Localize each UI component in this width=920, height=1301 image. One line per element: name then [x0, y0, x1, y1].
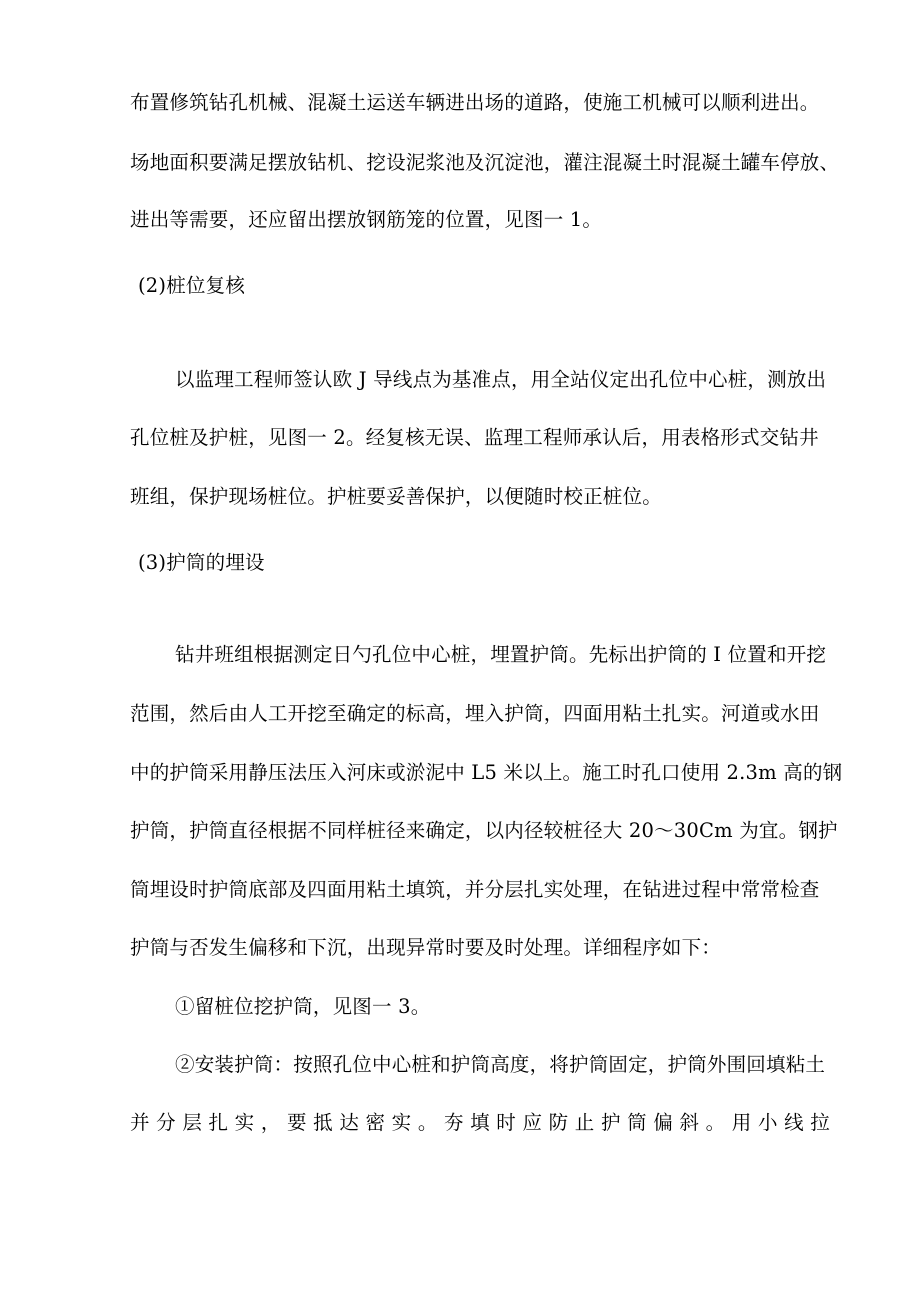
step-1: ①留桩位挖护筒，见图一 3。 — [175, 995, 431, 1018]
section-heading-2: (2)桩位复核 — [138, 274, 246, 297]
para-1-line-1: 布置修筑钻孔机械、混凝土运送车辆进出场的道路，使施工机械可以顺利进出。 — [130, 91, 820, 114]
para-2-line-1: 以监理工程师签认欧 J 导线点为基准点，用全站仪定出孔位中心桩，测放出 — [175, 368, 827, 391]
para-3-line-6: 护筒与否发生偏移和下沉，出现异常时要及时处理。详细程序如下： — [130, 936, 722, 959]
para-3-line-4: 护筒，护筒直径根据不同样桩径来确定，以内径较桩径大 20～30Cm 为宜。钢护 — [130, 819, 838, 842]
para-3-line-2: 范围，然后由人工开挖至确定的标高，埋入护筒，四面用粘土扎实。河道或水田 — [130, 702, 820, 725]
para-2-line-2: 孔位桩及护桩，见图一 2。经复核无误、监理工程师承认后，用表格形式交钻井 — [130, 426, 819, 449]
step-2-line-1: ②安装护筒：按照孔位中心桩和护筒高度，将护筒固定，护筒外围回填粘土 — [175, 1053, 826, 1076]
section-heading-3: (3)护筒的埋设 — [138, 551, 265, 574]
para-1-line-3: 进出等需要，还应留出摆放钢筋笼的位置，见图一 1。 — [130, 208, 603, 231]
para-3-line-1: 钻井班组根据测定日勺孔位中心桩，埋置护筒。先标出护筒的 I 位置和开挖 — [175, 643, 827, 666]
para-3-line-3: 中的护筒采用静压法压入河床或淤泥中 L5 米以上。施工时孔口使用 2.3m 高的钢 — [130, 761, 843, 784]
step-2-line-2: 并分层扎实，要抵达密实。夯填时应防止护筒偏斜。用小线拉 — [130, 1111, 830, 1134]
para-2-line-3: 班组，保护现场桩位。护桩要妥善保护，以便随时校正桩位。 — [130, 485, 662, 508]
para-1-line-2: 场地面积要满足摆放钻机、挖设泥浆池及沉淀池，灌注混凝土时混凝土罐车停放、 — [130, 151, 840, 174]
para-3-line-5: 筒埋设时护筒底部及四面用粘土填筑，并分层扎实处理，在钻进过程中常常检查 — [130, 878, 820, 901]
